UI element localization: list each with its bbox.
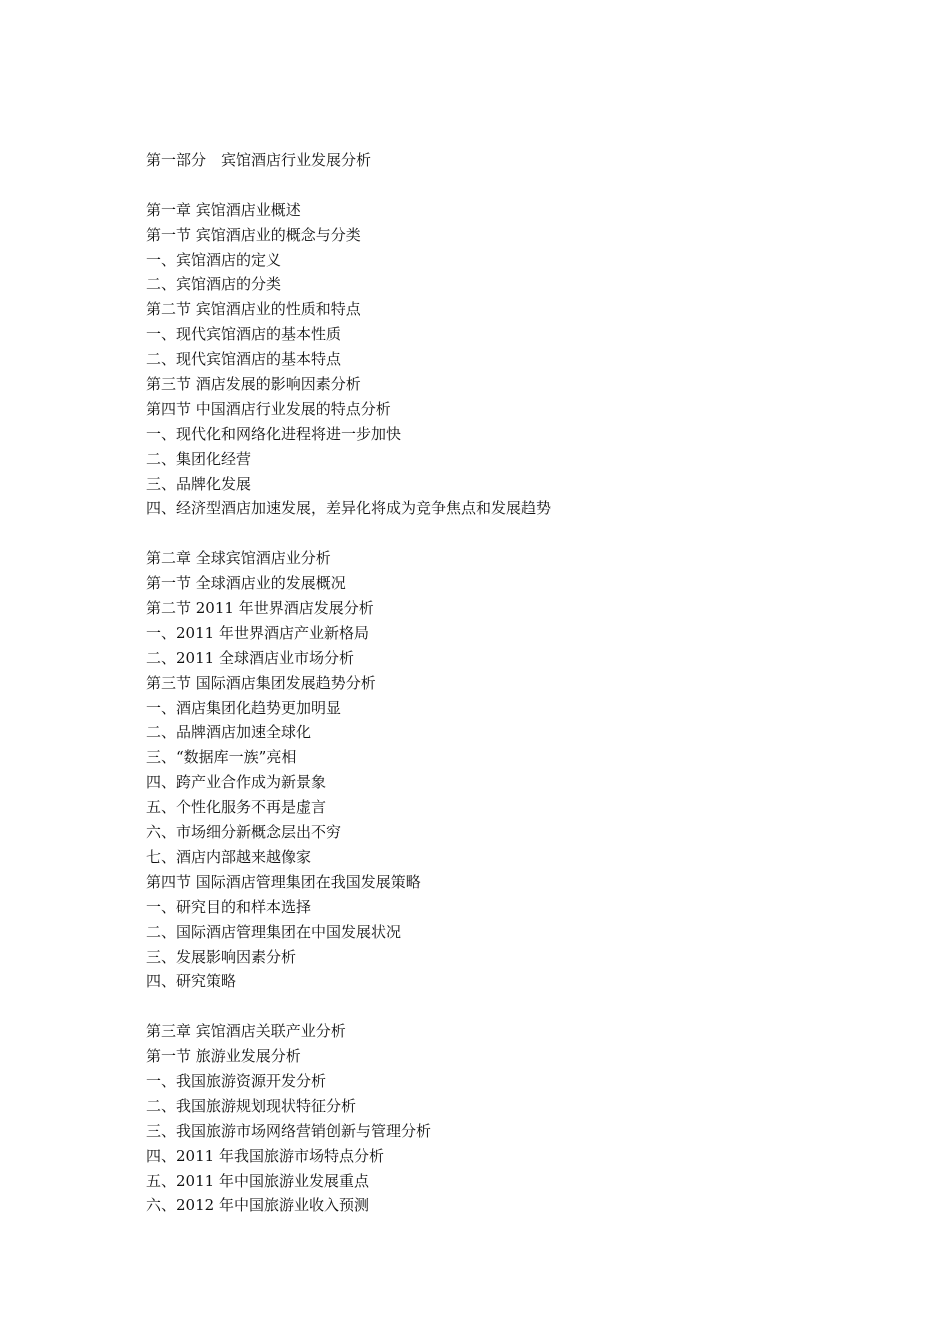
toc-line: 二、集团化经营 [146,449,252,468]
blank-line [146,994,846,1019]
toc-line: 第二节 2011 年世界酒店发展分析 [146,599,374,618]
toc-line: 四、跨产业合作成为新景象 [146,773,327,792]
toc-line: 第四节 中国酒店行业发展的特点分析 [146,399,391,418]
toc-line: 一、研究目的和样本选择 [146,897,312,916]
toc-line: 二、品牌酒店加速全球化 [146,723,312,742]
part-title: 第一部分 宾馆酒店行业发展分析 [146,151,372,169]
toc-line: 二、我国旅游规划现状特征分析 [146,1096,357,1115]
toc-line: 四、经济型酒店加速发展，差异化将成为竞争焦点和发展趋势 [146,499,552,518]
toc-line: 一、2011 年世界酒店产业新格局 [146,623,369,642]
toc-line: 第三节 国际酒店集团发展趋势分析 [146,673,376,692]
toc-line: 二、现代宾馆酒店的基本特点 [146,350,342,369]
chapter-title: 第一章 宾馆酒店业概述 [146,200,301,219]
toc-line: 六、2012 年中国旅游业收入预测 [146,1196,369,1215]
toc-line: 二、宾馆酒店的分类 [146,275,282,294]
toc-line: 第一节 全球酒店业的发展概况 [146,574,346,593]
toc-line: 七、酒店内部越来越像家 [146,847,312,866]
toc-line: 五、2011 年中国旅游业发展重点 [146,1171,369,1190]
table-of-contents [146,148,846,1218]
toc-line: 二、国际酒店管理集团在中国发展状况 [146,922,402,941]
toc-line: 第四节 国际酒店管理集团在我国发展策略 [146,872,421,891]
blank-line [146,521,846,546]
toc-line: 一、现代化和网络化进程将进一步加快 [146,424,402,443]
toc-line: 二、2011 全球酒店业市场分析 [146,648,354,667]
toc-line: 第一节 旅游业发展分析 [146,1047,301,1066]
toc-line: 一、宾馆酒店的定义 [146,250,282,269]
chapter-title: 第二章 全球宾馆酒店业分析 [146,549,331,568]
toc-line: 第一节 宾馆酒店业的概念与分类 [146,225,361,244]
toc-line: 一、酒店集团化趋势更加明显 [146,698,342,717]
toc-line: 一、我国旅游资源开发分析 [146,1071,327,1090]
chapter-title: 第三章 宾馆酒店关联产业分析 [146,1022,346,1041]
toc-line: 第三节 酒店发展的影响因素分析 [146,375,361,394]
toc-line: 一、现代宾馆酒店的基本性质 [146,325,342,344]
toc-line: 四、2011 年我国旅游市场特点分析 [146,1146,384,1165]
toc-line: 三、“数据库一族”亮相 [146,748,297,767]
blank-line [146,173,846,198]
toc-line: 六、市场细分新概念层出不穷 [146,823,342,842]
toc-line: 第二节 宾馆酒店业的性质和特点 [146,300,361,319]
toc-line: 三、品牌化发展 [146,474,252,493]
toc-line: 三、我国旅游市场网络营销创新与管理分析 [146,1121,432,1140]
toc-line: 三、发展影响因素分析 [146,947,297,966]
toc-line: 五、个性化服务不再是虚言 [146,798,327,817]
toc-line: 四、研究策略 [146,972,237,991]
